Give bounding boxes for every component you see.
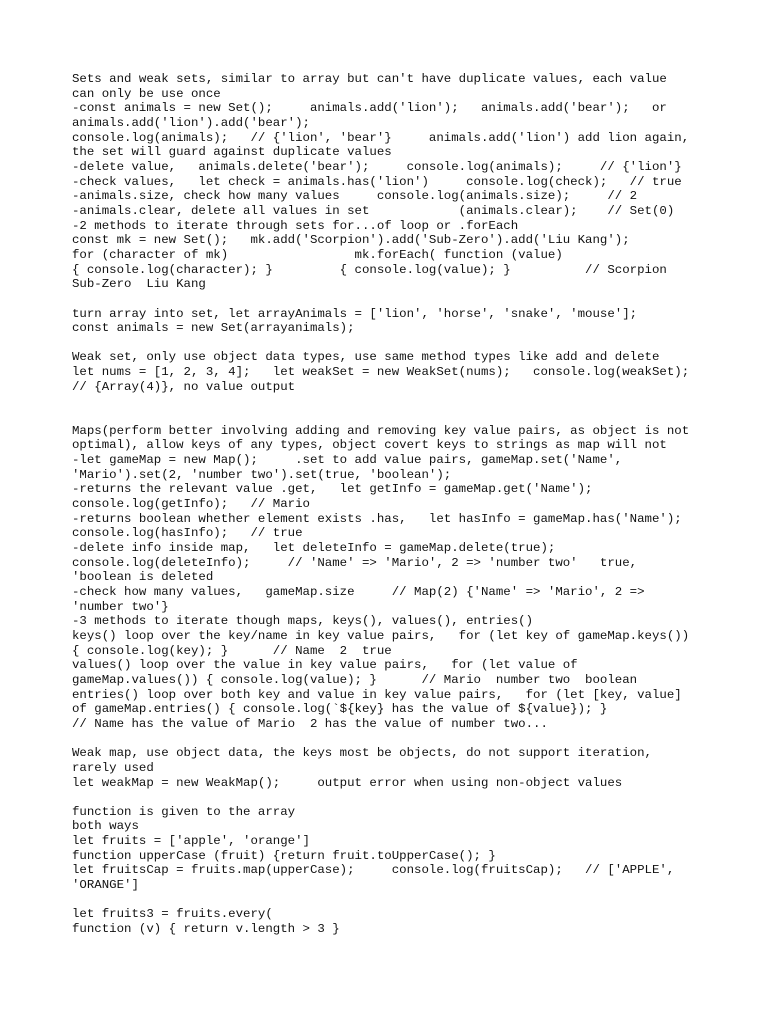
- text-line: 'Mario').set(2, 'number two').set(true, 'boolean');: [72, 467, 452, 482]
- text-line: -returns the relevant value .get, let getInfo = gameMap.get('Name');: [72, 482, 593, 497]
- blank-line: [72, 732, 712, 747]
- text-line: console.log(animals); // {'lion', 'bear'} animals.add('lion') add lion again,: [72, 130, 690, 145]
- text-line: Maps(perform better involving adding and removing key value pairs, as object is not: [72, 423, 690, 438]
- text-line: Weak set, only use object data types, use same method types like add and delete: [72, 350, 660, 365]
- text-line: -const animals = new Set(); animals.add('lion'); animals.add('bear'); or: [72, 101, 667, 116]
- text-line: entries() loop over both key and value in key value pairs, for (let [key, value]: [72, 687, 682, 702]
- text-line: Sub-Zero Liu Kang: [72, 277, 206, 292]
- document-text: [72, 72, 712, 937]
- text-line: -check how many values, gameMap.size // Map(2) {'Name' => 'Mario', 2 =>: [72, 584, 645, 599]
- text-line: function is given to the array: [72, 804, 296, 819]
- blank-line: [72, 292, 712, 307]
- text-line: -check values, let check = animals.has('lion') console.log(check); // true: [72, 174, 682, 189]
- text-line: turn array into set, let arrayAnimals = ['lion', 'horse', 'snake', 'mouse'];: [72, 306, 638, 321]
- text-line: Sets and weak sets, similar to array but can't have duplicate values, each value: [72, 72, 667, 86]
- text-line: -animals.size, check how many values console.log(animals.size); // 2: [72, 189, 638, 204]
- text-line: Weak map, use object data, the keys most be objects, do not support iteration,: [72, 746, 652, 761]
- text-line: const animals = new Set(arrayanimals);: [72, 321, 355, 336]
- text-line: console.log(hasInfo); // true: [72, 526, 303, 541]
- text-line: let fruitsCap = fruits.map(upperCase); console.log(fruitsCap); // ['APPLE',: [72, 863, 675, 878]
- text-line: values() loop over the value in key value pairs, for (let value of: [72, 658, 578, 673]
- text-line: for (character of mk) mk.forEach( function (value): [72, 247, 563, 262]
- text-line: console.log(getInfo); // Mario: [72, 497, 310, 512]
- text-line: animals.add('lion').add('bear');: [72, 115, 310, 130]
- text-line: -2 methods to iterate through sets for...of loop or .forEach: [72, 218, 519, 233]
- text-line: let nums = [1, 2, 3, 4]; let weakSet = new WeakSet(nums); console.log(weakSet);: [72, 365, 690, 380]
- text-line: -delete info inside map, let deleteInfo = gameMap.delete(true);: [72, 541, 556, 555]
- text-line: // Name has the value of Mario 2 has the value of number two...: [72, 716, 548, 731]
- text-line: gameMap.values()) { console.log(value); } // Mario number two boolean: [72, 672, 638, 687]
- text-line: -delete value, animals.delete('bear'); console.log(animals); // {'lion'}: [72, 159, 682, 174]
- text-line: rarely used: [72, 760, 154, 775]
- text-line: the set will guard against duplicate values: [72, 145, 392, 160]
- blank-line: [72, 394, 712, 409]
- text-line: function upperCase (fruit) {return fruit.toUpperCase(); }: [72, 848, 496, 863]
- blank-line: [72, 336, 712, 351]
- text-line: optimal), allow keys of any types, object covert keys to strings as map will not: [72, 438, 667, 453]
- text-line: 'boolean is deleted: [72, 570, 214, 585]
- text-line: { console.log(key); } // Name 2 true: [72, 643, 392, 658]
- text-line: let weakMap = new WeakMap(); output error when using non-object values: [72, 775, 623, 790]
- blank-line: [72, 893, 712, 908]
- text-line: console.log(deleteInfo); // 'Name' => 'Mario', 2 => 'number two' true,: [72, 555, 638, 570]
- text-line: 'ORANGE']: [72, 878, 139, 893]
- text-line: can only be use once: [72, 86, 221, 101]
- text-line: let fruits3 = fruits.every(: [72, 907, 273, 922]
- text-line: -animals.clear, delete all values in set (animals.clear); // Set(0): [72, 203, 675, 218]
- text-line: keys() loop over the key/name in key value pairs, for (let key of gameMap.keys()): [72, 628, 690, 643]
- text-line: -returns boolean whether element exists .has, let hasInfo = gameMap.has('Name');: [72, 511, 682, 526]
- text-line: const mk = new Set(); mk.add('Scorpion').add('Sub-Zero').add('Liu Kang');: [72, 233, 630, 248]
- text-line: of gameMap.entries() { console.log(`${key} has the value of ${value}); }: [72, 702, 608, 717]
- blank-line: [72, 790, 712, 805]
- text-line: let fruits = ['apple', 'orange']: [72, 834, 310, 849]
- blank-line: [72, 409, 712, 424]
- text-line: { console.log(character); } { console.log(value); } // Scorpion: [72, 262, 667, 277]
- text-line: -let gameMap = new Map(); .set to add value pairs, gameMap.set('Name',: [72, 453, 623, 468]
- text-line: 'number two'}: [72, 599, 169, 614]
- text-line: function (v) { return v.length > 3 }: [72, 922, 340, 937]
- text-line: // {Array(4)}, no value output: [72, 379, 296, 394]
- text-line: both ways: [72, 819, 139, 834]
- text-line: -3 methods to iterate though maps, keys(), values(), entries(): [72, 614, 534, 629]
